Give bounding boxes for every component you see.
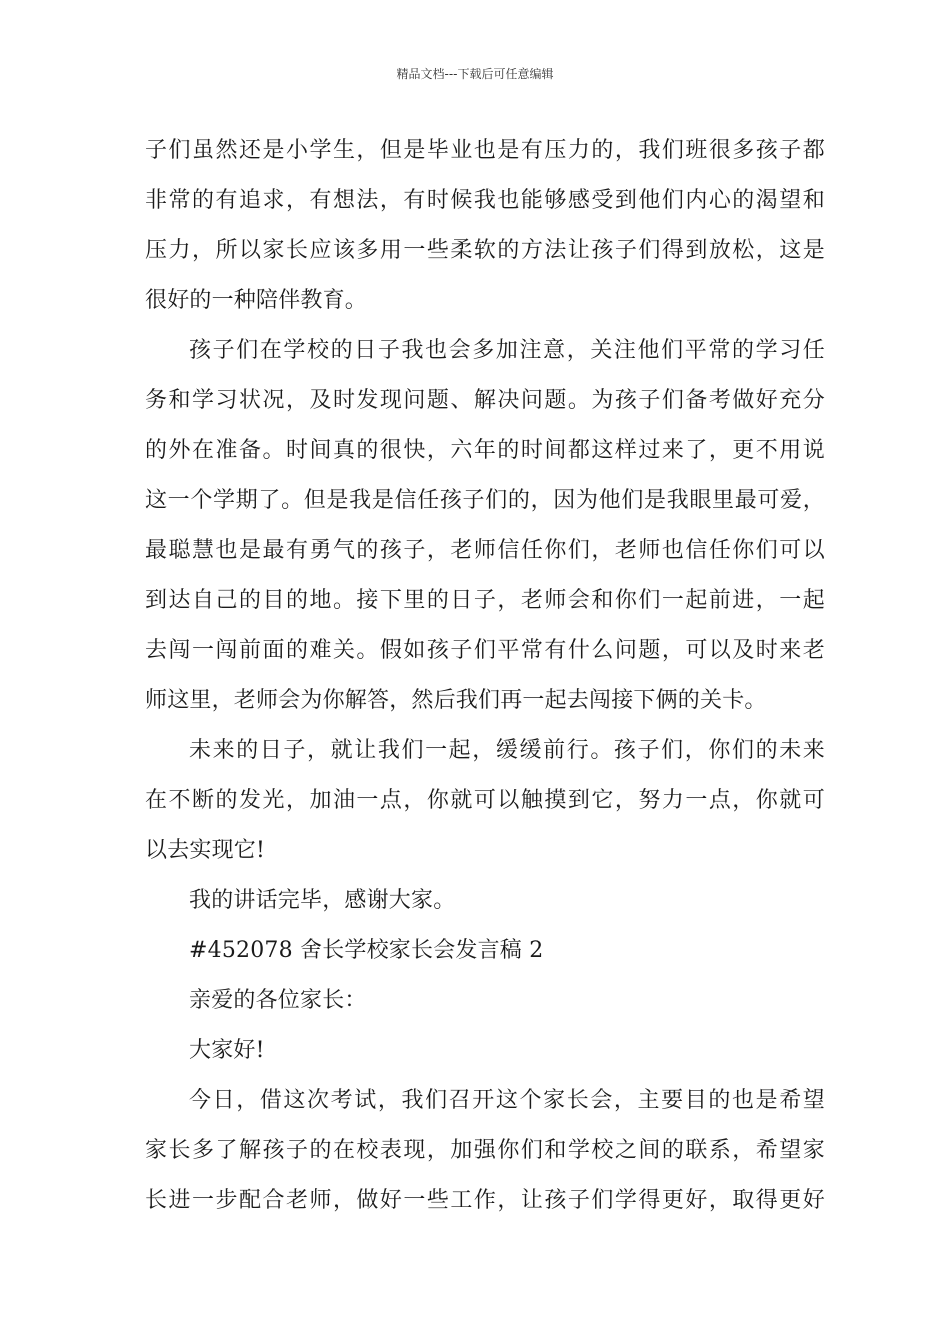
text-line: 今日，借这次考试，我们召开这个家长会，主要目的也是希望 — [189, 1088, 825, 1113]
text-line: 大家好! — [189, 1038, 265, 1063]
document-body — [145, 126, 825, 1226]
text-line: 未来的日子，就让我们一起，缓缓前行。孩子们，你们的未来 — [189, 738, 825, 763]
text-line: 的外在准备。时间真的很快，六年的时间都这样过来了，更不用说 — [145, 438, 825, 463]
text-line: 亲爱的各位家长： — [189, 988, 367, 1013]
text-line: 务和学习状况，及时发现问题、解决问题。为孩子们备考做好充分 — [145, 388, 825, 413]
text-line: 很好的一种陪伴教育。 — [145, 288, 368, 313]
text-line: 非常的有追求，有想法，有时候我也能够感受到他们内心的渴望和 — [145, 188, 825, 213]
text-line: 孩子们在学校的日子我也会多加注意，关注他们平常的学习任 — [189, 338, 825, 363]
text-line: 到达自己的目的地。接下里的日子，老师会和你们一起前进，一起 — [145, 588, 825, 613]
text-line: 压力，所以家长应该多用一些柔软的方法让孩子们得到放松，这是 — [145, 238, 825, 263]
text-line: 我的讲话完毕，感谢大家。 — [189, 888, 456, 913]
page-header: 精品文档---下载后可任意编辑 — [396, 67, 554, 81]
text-line: 在不断的发光，加油一点，你就可以触摸到它，努力一点，你就可 — [145, 788, 825, 813]
text-line: 去闯一闯前面的难关。假如孩子们平常有什么问题，可以及时来老 — [145, 638, 825, 663]
text-line: 师这里，老师会为你解答，然后我们再一起去闯接下俩的关卡。 — [145, 688, 767, 713]
text-line: 家长多了解孩子的在校表现，加强你们和学校之间的联系，希望家 — [145, 1138, 825, 1163]
text-line: 最聪慧也是最有勇气的孩子，老师信任你们，老师也信任你们可以 — [145, 538, 825, 563]
text-line: #452078 舍长学校家长会发言稿 2 — [189, 938, 544, 963]
text-line: 以去实现它! — [145, 838, 266, 863]
text-line: 这一个学期了。但是我是信任孩子们的，因为他们是我眼里最可爱， — [145, 488, 825, 513]
text-line: 子们虽然还是小学生，但是毕业也是有压力的，我们班很多孩子都 — [145, 138, 825, 163]
text-line: 长进一步配合老师，做好一些工作，让孩子们学得更好，取得更好 — [145, 1188, 825, 1213]
